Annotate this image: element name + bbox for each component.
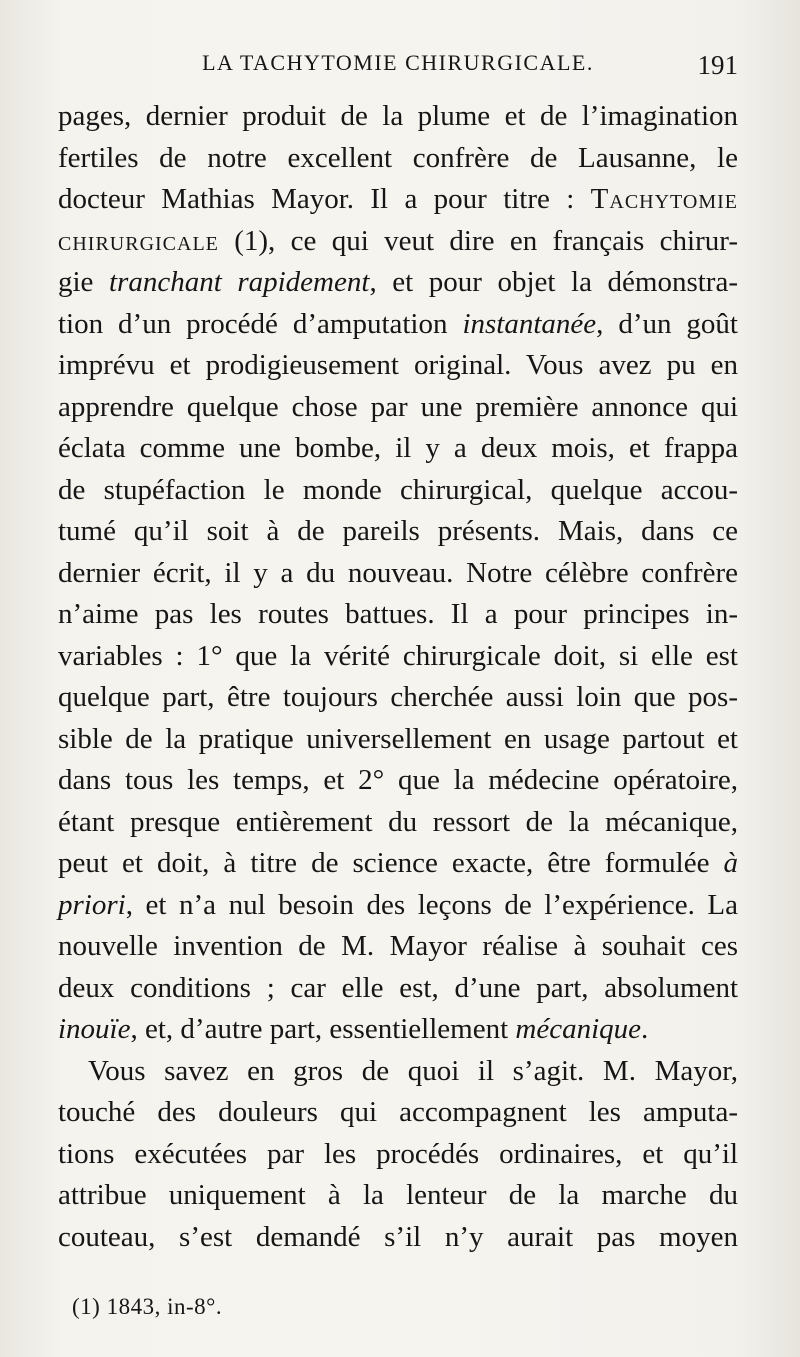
text-run: quelque part, être toujours cherchée aussi loin que pos- xyxy=(58,681,738,713)
text-run: tion d’un procédé d’amputation xyxy=(58,307,463,340)
text-run: peut et doit, à titre de science exacte, être formulée xyxy=(58,847,724,879)
text-run: dans tous les temps, et 2° que la médecine opératoire, xyxy=(58,764,738,796)
text-line xyxy=(58,926,738,968)
text-line xyxy=(58,677,738,719)
text-run: fertiles de notre excellent confrère de Lausanne, le xyxy=(58,141,738,174)
text-line xyxy=(58,304,738,346)
body-text xyxy=(58,96,738,1258)
text-line xyxy=(58,262,738,304)
text-line xyxy=(58,1051,738,1093)
text-run: couteau, s’est demandé s’il n’y aurait pas moyen xyxy=(58,1220,738,1253)
text-line xyxy=(58,138,738,180)
text-run: tumé qu’il soit à de pareils présents. Mais, dans ce xyxy=(58,515,738,547)
text-line xyxy=(58,96,738,138)
text-run: Vous savez en gros de quoi il s’agit. M. Mayor, xyxy=(88,1054,738,1087)
text-line xyxy=(58,1009,738,1051)
text-run: tions exécutées par les procédés ordinaires, et qu’il xyxy=(58,1137,738,1170)
text-run: pages, dernier produit de la plume et de l’imagination xyxy=(58,100,738,132)
text-line xyxy=(58,1217,738,1259)
footnote: (1) 1843, in-8°. xyxy=(72,1294,223,1319)
text-run: , et pour objet la démonstra- xyxy=(369,266,738,298)
text-line xyxy=(58,470,738,512)
running-title: LA TACHYTOMIE CHIRURGICALE. xyxy=(202,50,594,75)
text-run: , d’un goût xyxy=(596,307,738,340)
small-caps-run: Tachytomie xyxy=(590,183,738,215)
text-run: étant presque entièrement du ressort de la mécanique, xyxy=(58,805,738,838)
text-line xyxy=(58,387,738,429)
italic-run: inouïe xyxy=(58,1013,131,1045)
text-line xyxy=(58,802,738,844)
text-line xyxy=(58,511,738,553)
text-run: dernier écrit, il y a du nouveau. Notre célèbre confrère xyxy=(58,556,738,589)
text-line xyxy=(58,843,738,885)
text-run: variables : 1° que la vérité chirurgicale doit, si elle est xyxy=(58,639,738,672)
text-line xyxy=(58,553,738,595)
text-run: gie xyxy=(58,266,109,298)
text-run: attribue uniquement à la lenteur de la marche du xyxy=(58,1179,738,1211)
italic-run: à xyxy=(723,847,738,879)
italic-run: tranchant rapidement xyxy=(109,266,370,298)
italic-run: mécanique xyxy=(515,1013,642,1045)
text-run: nouvelle invention de M. Mayor réalise à souhait ces xyxy=(58,930,738,962)
text-line xyxy=(58,968,738,1010)
text-run: éclata comme une bombe, il y a deux mois, et frappa xyxy=(58,432,738,464)
text-run: de stupéfaction le monde chirurgical, quelque accou- xyxy=(58,473,738,506)
text-line xyxy=(58,719,738,761)
text-run: touché des douleurs qui accompagnent les amputa- xyxy=(58,1096,738,1128)
italic-run: instantanée xyxy=(462,307,597,340)
italic-run: priori xyxy=(58,888,126,921)
text-run: , et n’a nul besoin des leçons de l’expérience. La xyxy=(125,888,738,921)
text-line xyxy=(58,636,738,678)
text-run: apprendre quelque chose par une première annonce qui xyxy=(58,390,738,423)
text-line xyxy=(58,345,738,387)
text-line xyxy=(58,594,738,636)
small-caps-run: chirurgicale xyxy=(58,224,219,257)
running-head xyxy=(58,50,738,84)
text-run: . xyxy=(641,1013,649,1045)
text-line xyxy=(58,760,738,802)
text-run: imprévu et prodigieusement original. Vous avez pu en xyxy=(58,349,738,381)
text-line xyxy=(58,1175,738,1217)
text-run: (1), ce qui veut dire en français chirur- xyxy=(218,224,738,257)
page-number: 191 xyxy=(697,50,738,80)
text-line xyxy=(58,1134,738,1176)
text-run: deux conditions ; car elle est, d’une part, absolument xyxy=(58,971,738,1004)
text-line xyxy=(58,1092,738,1134)
text-run: , et, d’autre part, essentiellement xyxy=(130,1013,516,1045)
text-run: docteur Mathias Mayor. Il a pour titre : xyxy=(58,183,591,215)
text-line xyxy=(58,179,738,221)
text-run: sible de la pratique universellement en usage partout et xyxy=(58,722,738,755)
text-run: n’aime pas les routes battues. Il a pour principes in- xyxy=(58,598,738,630)
text-line xyxy=(58,428,738,470)
text-line xyxy=(58,221,738,263)
text-line xyxy=(58,885,738,927)
